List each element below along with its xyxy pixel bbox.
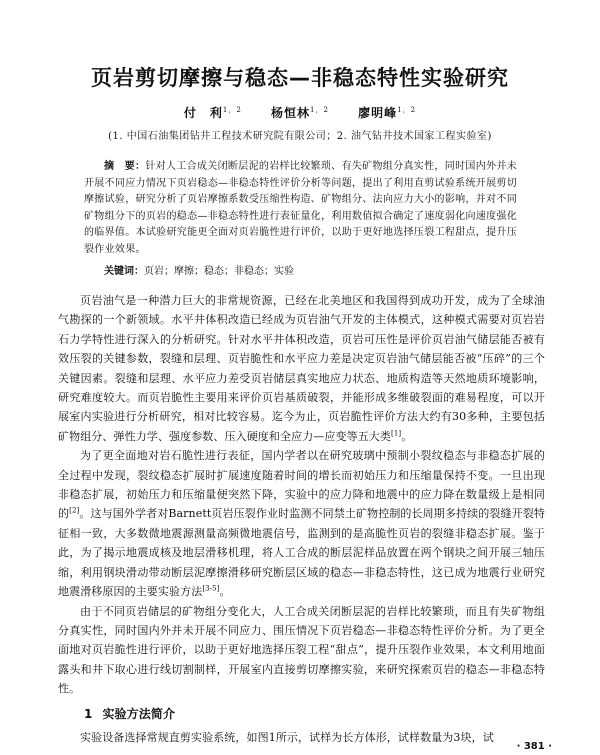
keywords-label: 关键词： — [104, 266, 144, 277]
keywords — [84, 264, 517, 280]
author-list — [0, 104, 600, 121]
author-affiliation-mark: 1，2 — [310, 106, 329, 114]
section-title: 实验方法简介 — [102, 706, 176, 721]
abstract-text: 针对人工合成关闭断层泥的岩样比较繁琐、有失矿物组分真实性，同时国内外并未开展不同应力情况下页岩稳态—非稳态特性评价分析等问题，提出了利用直剪试验系统开展剪切摩擦试验，研究分析了页岩摩擦系数受压缩性构造、矿物组分、法向应力大小的影响，并对不同矿物组分下的页岩的稳态—非稳态特性进行表征量化，利用数值拟合确定了速度弱化向速度强化的临界值。本试验研究能更全面对页岩脆性进行评价，以助于更好地选择压裂工程甜点，提升压裂作业效果。 — [84, 161, 517, 255]
affiliation-line: (1. 中国石油集团钻井工程技术研究院有限公司；2. 油气钻井技术国家工程实验室) — [108, 131, 492, 142]
paragraph-3: 由于不同页岩储层的矿物组分变化大，人工合成关闭断层泥的岩样比较繁琐，而且有失矿物组分真实性，同时国内外并未开展不同应力、围压情况下页岩稳态—非稳态特性评价分析。为了更全面地对页岩脆性进行评价，以助于更好地选择压裂工程“甜点”，提升压裂作业效果，本文利用地面露头和井下取心进行线切割制样，开展室内直接剪切摩擦实验，来研究探索页岩的稳态—非稳态特性。 — [58, 604, 545, 696]
paragraph-1-end: 。 — [401, 429, 413, 443]
paragraph-2-text-a: 为了更全面地对岩石脆性进行表征，国内学者以在研究玻璃中预制小裂纹稳态与非稳态扩展的全过程中发现，裂纹稳态扩展时扩展速度随着时间的增长而初始压力和压缩量保持不变。一旦出现非稳态扩展，初始压力和压缩量便突然下降，实验中的应力降和地震中的应力降在数量级上是相同的 — [58, 449, 545, 521]
author-1 — [184, 106, 242, 120]
abstract — [84, 159, 517, 258]
citation-ref: [3-5] — [202, 584, 220, 593]
author-affiliation-mark: 1，2 — [397, 106, 417, 114]
author-affiliation-mark: 1，2 — [222, 106, 242, 114]
paragraph-1 — [58, 291, 545, 446]
paragraph-2 — [58, 446, 545, 601]
paper-title: 页岩剪切摩擦与稳态—非稳态特性实验研究 — [91, 66, 509, 90]
page-number: · 381 · — [516, 741, 552, 752]
keywords-text: 页岩；摩擦；稳态；非稳态；实验 — [144, 266, 294, 277]
abstract-label: 摘 要： — [104, 161, 146, 172]
citation-ref: [2] — [69, 506, 80, 515]
author-3 — [358, 106, 416, 120]
citation-ref: [1] — [391, 429, 402, 438]
paragraph-2-text-b: 。这与国外学者对Barnett页岩压裂作业时监测不同禁土矿物控制的长周期多持续的裂缝开裂特征相一致，大多数微地震源测量高频微地震信号，监测到的是高脆性页岩的裂缝非稳态扩展。鉴于此，为了揭示地震成核及地层滑移机理，将人工合成的断层泥样品放置在两个钢块之间开展三轴压缩，利用钢块滑动带动断层泥摩擦滑移研究断层区域的稳态—非稳态特性，这已成为地震行业研究地震滑移原因的主要实验方法 — [58, 507, 545, 599]
paragraph-4: 实验设备选择常规直剪实验系统，如图1所示，试样为长方体形，试样数量为3块，试 — [80, 730, 494, 744]
paragraph-1-text: 页岩油气是一种潜力巨大的非常规资源，已经在北美地区和我国得到成功开发，成为了全球油气勘探的一个新领域。水平井体积改造已经成为页岩油气开发的主体模式，这种模式需要对页岩岩石力学特性进行深入的分析研究。针对水平井体积改造，页岩可压性是评价页岩油气储层能否被有效压裂的关键参数，裂缝和层理、页岩脆性和水平应力差是决定页岩油气储层能否被“压碎”的三个关键因素。裂缝和层理、水平应力差受页岩储层真实地应力状态、地质构造等天然地质环境影响，研究难度较大。而页岩脆性主要用来评价页岩基质破裂，并能形成多维破裂面的难易程度，可以开展室内实验进行分析研究，相对比较容易。迄今为止，页岩脆性评价方法大约有30多种，主要包括矿物组分、弹性力学、强度参数、压入硬度和全应力—应变等五大类 — [58, 294, 545, 443]
section-heading — [58, 705, 545, 724]
section-number: 1 — [84, 706, 93, 721]
author-name: 付 利 — [183, 106, 223, 120]
author-2 — [271, 106, 329, 120]
author-name: 廖明峰 — [358, 106, 398, 120]
body-text — [58, 291, 545, 747]
author-name: 杨恒林 — [271, 106, 311, 120]
paragraph-2-end: 。 — [219, 585, 231, 599]
